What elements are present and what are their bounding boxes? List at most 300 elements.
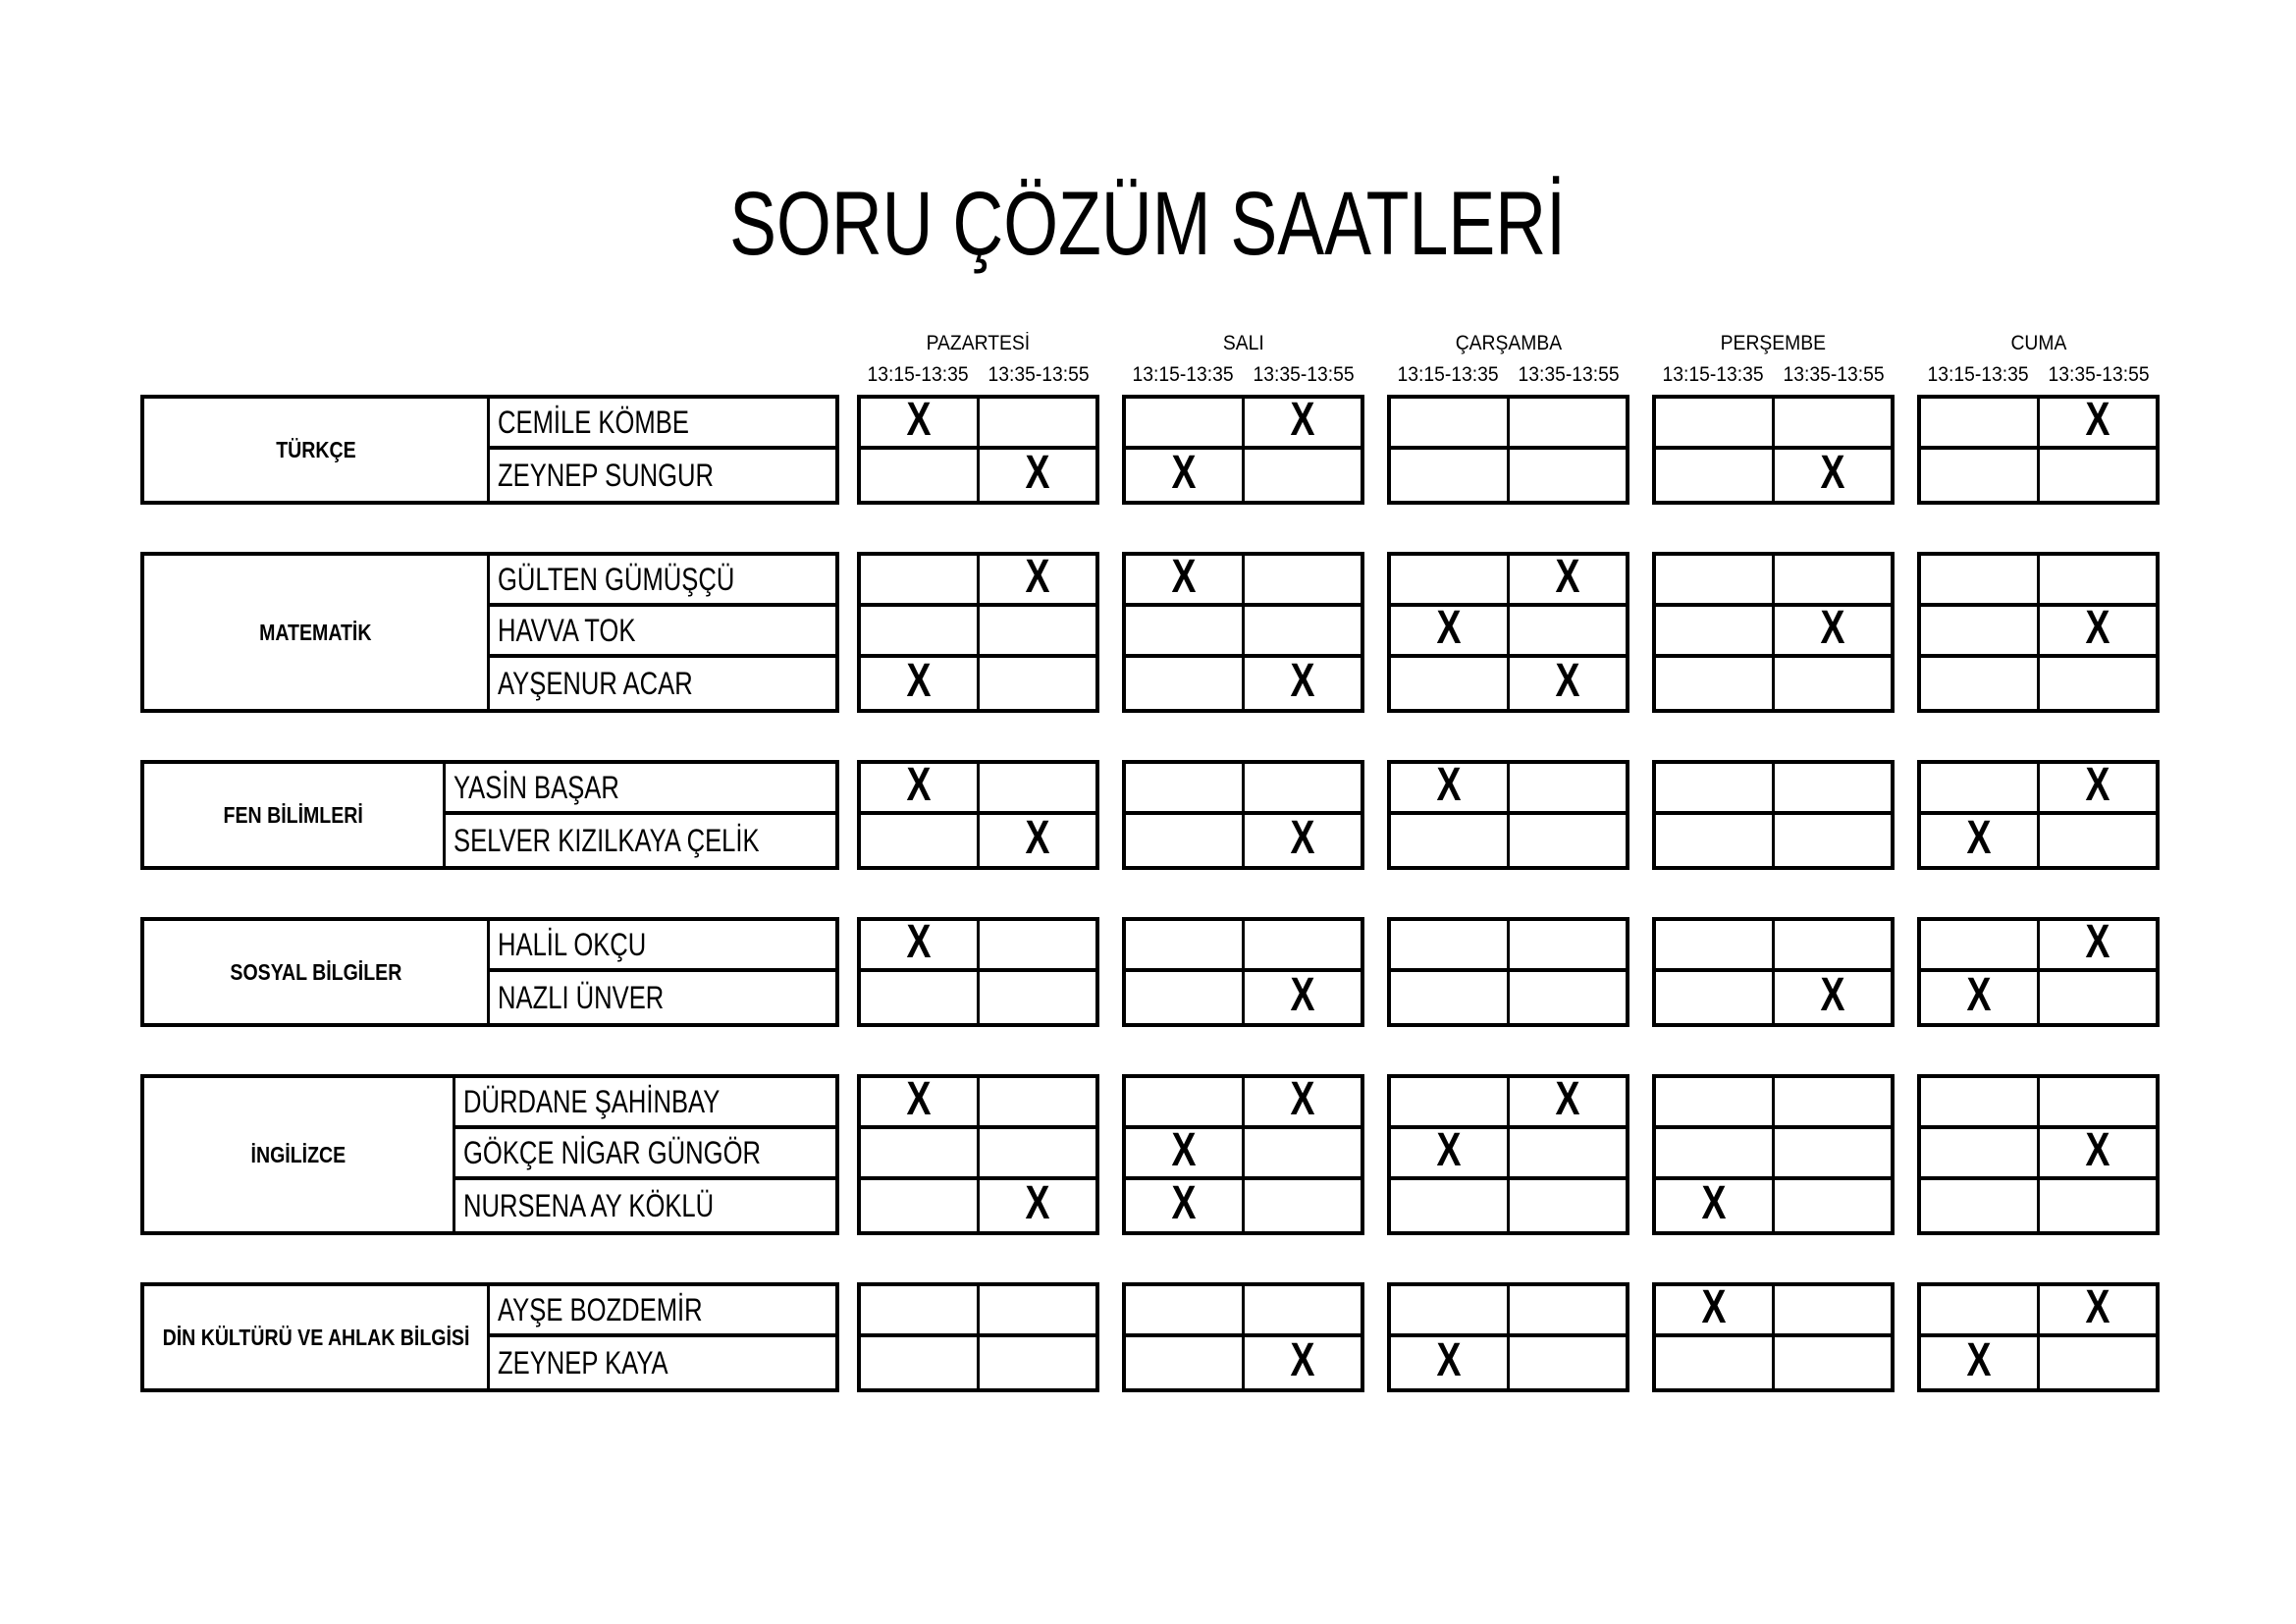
- slot-cell: [1775, 764, 1891, 811]
- day-group: [857, 1074, 1099, 1235]
- slot-cell: [2040, 916, 2156, 968]
- schedule-row: [1126, 969, 1361, 1023]
- schedule-row: [861, 394, 1095, 450]
- schedule-row: [1921, 1078, 2156, 1129]
- slot-cell: [861, 972, 980, 1023]
- subject-block: [140, 917, 2182, 1027]
- schedule-row: [861, 759, 1095, 815]
- schedule-row: [1656, 764, 1891, 815]
- schedule-row: [1921, 556, 2156, 607]
- time-slot-label: [1774, 363, 1896, 387]
- time-slot-label: [1509, 363, 1630, 387]
- subject-block: [140, 552, 2182, 713]
- slot-cell: [1921, 921, 2040, 968]
- x-mark: X: [1290, 655, 1315, 707]
- slot-cell: [861, 815, 980, 866]
- subject-teachers-box: [140, 552, 839, 713]
- slot-cell: [1391, 450, 1510, 501]
- schedule-row: [861, 1129, 1095, 1180]
- time-slot-label-text: 13:15-13:35: [867, 363, 969, 386]
- slot-cell: [1921, 450, 2040, 501]
- teachers-column: [455, 1078, 835, 1231]
- timetable: [140, 332, 2182, 1439]
- x-mark: X: [1025, 447, 1050, 499]
- slot-cell: [1126, 815, 1245, 866]
- day-group: [1387, 760, 1629, 870]
- slot-cell: [1510, 399, 1626, 446]
- slot-cell: [2040, 815, 2156, 866]
- schedule-row: [1126, 1177, 1361, 1231]
- slot-cell: [980, 447, 1095, 501]
- x-mark: X: [2085, 759, 2110, 811]
- day-header: [857, 332, 1099, 395]
- time-slot-label-text: 13:35-13:55: [1518, 363, 1620, 386]
- subject-label: DİN KÜLTÜRÜ VE AHLAK BİLGİSİ: [162, 1324, 469, 1350]
- slot-cell: [2040, 394, 2156, 446]
- schedule-row: [1656, 1177, 1891, 1231]
- schedule-row: [861, 1073, 1095, 1129]
- x-mark: X: [906, 759, 932, 811]
- slot-cell: [1391, 759, 1510, 811]
- slot-cell: [1126, 658, 1245, 709]
- teacher-row: [490, 556, 835, 607]
- day-header: [1387, 332, 1629, 395]
- day-label: [1387, 332, 1629, 355]
- slot-cell: [1245, 764, 1361, 811]
- slot-cell: [1391, 1180, 1510, 1231]
- day-group: [1387, 1282, 1629, 1392]
- slot-cell: [1510, 450, 1626, 501]
- slot-cell: [1656, 921, 1775, 968]
- slot-cell: [1656, 1337, 1775, 1388]
- slot-cell: [1656, 607, 1775, 654]
- slot-cell: [2040, 759, 2156, 811]
- slot-cell: [1921, 969, 2040, 1023]
- slot-cell: [980, 1337, 1095, 1388]
- slot-cell: [2040, 1281, 2156, 1333]
- x-mark: X: [1171, 1124, 1197, 1176]
- x-mark: X: [1171, 1177, 1197, 1229]
- schedule-row: [1656, 658, 1891, 709]
- slot-cell: [1245, 969, 1361, 1023]
- x-mark: X: [1966, 1334, 1992, 1386]
- slot-cell: [1775, 921, 1891, 968]
- schedule-row: [1391, 551, 1626, 607]
- slot-cell: [1921, 1286, 2040, 1333]
- x-mark: X: [2085, 1124, 2110, 1176]
- schedule-row: [861, 447, 1095, 501]
- teacher-name: AYŞE BOZDEMİR: [498, 1291, 703, 1327]
- slot-cell: [1510, 972, 1626, 1023]
- time-slot-label: [1387, 363, 1509, 387]
- slot-cell: [1656, 556, 1775, 603]
- schedule-row: [1656, 969, 1891, 1023]
- slot-cell: [2040, 972, 2156, 1023]
- subject-teachers-box: [140, 1074, 839, 1235]
- schedule-row: [1391, 972, 1626, 1023]
- time-slot-row: [857, 363, 1099, 387]
- slot-cell: [1126, 607, 1245, 654]
- day-group: [1917, 552, 2160, 713]
- day-group: [1917, 917, 2160, 1027]
- day-label: [1122, 332, 1364, 355]
- schedule-row: [1921, 969, 2156, 1023]
- x-mark: X: [2085, 1281, 2110, 1333]
- day-group: [857, 760, 1099, 870]
- day-group: [1652, 917, 1895, 1027]
- schedule-row: [861, 1286, 1095, 1337]
- slot-cell: [2040, 658, 2156, 709]
- slot-cell: [1510, 764, 1626, 811]
- schedule-row: [1921, 1180, 2156, 1231]
- schedule-row: [1921, 602, 2156, 658]
- slot-cell: [2040, 602, 2156, 654]
- time-slot-label-text: 13:35-13:55: [1253, 363, 1355, 386]
- slot-cell: [1656, 972, 1775, 1023]
- time-slot-label: [1244, 363, 1365, 387]
- slot-cell: [1510, 655, 1626, 709]
- slot-cell: [1245, 394, 1361, 446]
- day-header: [1122, 332, 1364, 395]
- day-group: [1917, 1074, 2160, 1235]
- subject-label: SOSYAL BİLGİLER: [230, 958, 401, 985]
- time-slot-label: [1652, 363, 1774, 387]
- schedule-row: [1391, 815, 1626, 866]
- teacher-row: [446, 815, 836, 866]
- day-group: [1652, 760, 1895, 870]
- slot-cell: [1510, 921, 1626, 968]
- schedule-row: [861, 551, 1095, 607]
- schedule-row: [1656, 1129, 1891, 1180]
- schedule-row: [1126, 394, 1361, 450]
- subject-label: TÜRKÇE: [275, 436, 356, 462]
- day-group: [1917, 760, 2160, 870]
- subject-cell: [144, 764, 446, 866]
- slot-cell: [1921, 1334, 2040, 1388]
- slot-cell: [861, 607, 980, 654]
- teachers-column: [490, 921, 835, 1023]
- day-group: [1652, 1282, 1895, 1392]
- slot-cell: [1775, 1337, 1891, 1388]
- page-title: SORU ÇÖZÜM SAATLERİ: [729, 174, 1567, 274]
- day-group: [1652, 395, 1895, 505]
- schedule-row: [1656, 815, 1891, 866]
- subject-blocks: [140, 395, 2182, 1392]
- teacher-row: [490, 607, 835, 658]
- x-mark: X: [1966, 812, 1992, 864]
- teacher-row: [490, 1286, 835, 1337]
- subject-label: İNGİLİZCE: [250, 1141, 347, 1167]
- slot-cell: [2040, 556, 2156, 603]
- x-mark: X: [1820, 602, 1845, 654]
- teacher-name: ZEYNEP SUNGUR: [498, 457, 715, 493]
- x-mark: X: [1555, 1073, 1580, 1125]
- slot-cell: [1245, 1334, 1361, 1388]
- slot-cell: [1775, 556, 1891, 603]
- teacher-name: NURSENA AY KÖKLÜ: [463, 1187, 715, 1223]
- day-group: [857, 1282, 1099, 1392]
- slot-cell: [1921, 1078, 2040, 1125]
- x-mark: X: [906, 394, 932, 446]
- slot-cell: [1245, 556, 1361, 603]
- slot-cell: [1245, 655, 1361, 709]
- schedule-row: [1126, 1073, 1361, 1129]
- subject-cell: [144, 399, 490, 501]
- day-group: [1122, 917, 1364, 1027]
- slot-cell: [980, 812, 1095, 866]
- subject-label: FEN BİLİMLERİ: [223, 801, 363, 828]
- slot-cell: [1775, 1129, 1891, 1176]
- schedule-row: [1656, 1281, 1891, 1337]
- teachers-column: [446, 764, 836, 866]
- schedule-row: [1391, 450, 1626, 501]
- teacher-row: [490, 1337, 835, 1388]
- slot-cell: [1510, 1337, 1626, 1388]
- slot-cell: [2040, 1180, 2156, 1231]
- day-label: [1652, 332, 1895, 355]
- schedule-row: [1391, 602, 1626, 658]
- slot-cell: [1775, 602, 1891, 654]
- slot-cell: [980, 764, 1095, 811]
- schedule-row: [861, 1337, 1095, 1388]
- day-group: [1122, 760, 1364, 870]
- teacher-row: [490, 399, 835, 450]
- slot-cell: [1510, 1180, 1626, 1231]
- x-mark: X: [1290, 394, 1315, 446]
- day-group: [1652, 552, 1895, 713]
- slot-cell: [861, 1073, 980, 1125]
- day-header: [1652, 332, 1895, 395]
- x-mark: X: [1436, 759, 1462, 811]
- x-mark: X: [1436, 602, 1462, 654]
- teacher-name: ZEYNEP KAYA: [498, 1344, 668, 1380]
- schedule-row: [1126, 607, 1361, 658]
- slot-cell: [1775, 815, 1891, 866]
- schedule-row: [1391, 1286, 1626, 1337]
- schedule-row: [1656, 556, 1891, 607]
- slot-cell: [1656, 815, 1775, 866]
- slot-cell: [1510, 607, 1626, 654]
- slot-cell: [861, 1180, 980, 1231]
- subject-cell: [144, 556, 490, 709]
- time-slot-label-text: 13:15-13:35: [1662, 363, 1764, 386]
- slot-cell: [1391, 602, 1510, 654]
- schedule-row: [1391, 399, 1626, 450]
- day-group: [857, 552, 1099, 713]
- day-label-text: PAZARTESİ: [926, 332, 1031, 354]
- schedule-row: [1126, 655, 1361, 709]
- schedule-row: [1656, 447, 1891, 501]
- day-label-text: CUMA: [2010, 332, 2066, 354]
- x-mark: X: [1171, 551, 1197, 603]
- slot-cell: [980, 1129, 1095, 1176]
- schedule-row: [1126, 1124, 1361, 1180]
- schedule-row: [1921, 759, 2156, 815]
- time-slot-label: [1122, 363, 1244, 387]
- slot-cell: [1391, 658, 1510, 709]
- x-mark: X: [2085, 602, 2110, 654]
- time-slot-label-text: 13:15-13:35: [1397, 363, 1499, 386]
- slot-cell: [2040, 1078, 2156, 1125]
- subject-teachers-box: [140, 1282, 839, 1392]
- slot-cell: [1391, 815, 1510, 866]
- day-group: [1387, 1074, 1629, 1235]
- day-label: [857, 332, 1099, 355]
- slot-cell: [861, 1286, 980, 1333]
- schedule-row: [1656, 399, 1891, 450]
- subject-cell: [144, 921, 490, 1023]
- slot-cell: [1245, 450, 1361, 501]
- slot-cell: [861, 655, 980, 709]
- schedule-row: [1656, 602, 1891, 658]
- slot-cell: [1126, 447, 1245, 501]
- teacher-name: HALİL OKÇU: [498, 926, 647, 962]
- slot-cell: [861, 450, 980, 501]
- day-label: [1917, 332, 2160, 355]
- slot-cell: [2040, 450, 2156, 501]
- slot-cell: [1510, 815, 1626, 866]
- slot-cell: [1775, 1078, 1891, 1125]
- slot-cell: [1391, 972, 1510, 1023]
- teacher-name: CEMİLE KÖMBE: [498, 404, 689, 440]
- day-group: [1917, 395, 2160, 505]
- slot-cell: [1245, 607, 1361, 654]
- teacher-name: DÜRDANE ŞAHİNBAY: [463, 1083, 721, 1119]
- schedule-row: [1126, 812, 1361, 866]
- teacher-name: GÖKÇE NİGAR GÜNGÖR: [463, 1134, 762, 1170]
- slot-cell: [1510, 551, 1626, 603]
- x-mark: X: [1820, 969, 1845, 1021]
- schedule-row: [861, 1177, 1095, 1231]
- x-mark: X: [1290, 1073, 1315, 1125]
- day-group: [1122, 395, 1364, 505]
- schedule-row: [1391, 759, 1626, 815]
- slot-cell: [1126, 972, 1245, 1023]
- slot-cell: [1126, 1337, 1245, 1388]
- subject-block: [140, 1282, 2182, 1392]
- teacher-name: YASİN BAŞAR: [453, 769, 619, 805]
- day-label-text: SALI: [1222, 332, 1264, 354]
- slot-cell: [1391, 1078, 1510, 1125]
- teacher-name: HAVVA TOK: [498, 612, 636, 648]
- time-slot-label-text: 13:35-13:55: [1783, 363, 1885, 386]
- slot-cell: [1775, 1286, 1891, 1333]
- time-slot-label-text: 13:15-13:35: [1927, 363, 2029, 386]
- slot-cell: [980, 399, 1095, 446]
- teacher-row: [490, 921, 835, 972]
- slot-cell: [861, 394, 980, 446]
- time-slot-row: [1387, 363, 1629, 387]
- slot-cell: [980, 921, 1095, 968]
- day-group: [1387, 552, 1629, 713]
- x-mark: X: [1820, 447, 1845, 499]
- day-group: [857, 395, 1099, 505]
- slot-cell: [1510, 1073, 1626, 1125]
- x-mark: X: [1966, 969, 1992, 1021]
- schedule-row: [1126, 447, 1361, 501]
- x-mark: X: [1290, 969, 1315, 1021]
- slot-cell: [980, 551, 1095, 603]
- slot-cell: [1126, 764, 1245, 811]
- slot-cell: [1921, 1180, 2040, 1231]
- slot-cell: [1245, 1286, 1361, 1333]
- slot-cell: [1775, 447, 1891, 501]
- slot-cell: [1245, 1180, 1361, 1231]
- time-slot-label: [1917, 363, 2039, 387]
- slot-cell: [1775, 658, 1891, 709]
- day-group: [1652, 1074, 1895, 1235]
- schedule-row: [1921, 394, 2156, 450]
- teachers-column: [490, 399, 835, 501]
- subject-teachers-box: [140, 395, 839, 505]
- schedule-row: [1921, 658, 2156, 709]
- slot-cell: [1126, 1078, 1245, 1125]
- schedule-row: [1656, 1078, 1891, 1129]
- schedule-row: [1126, 1286, 1361, 1337]
- slot-cell: [1391, 556, 1510, 603]
- schedule-row: [861, 655, 1095, 709]
- slot-cell: [1656, 1129, 1775, 1176]
- subject-label: MATEMATİK: [259, 619, 372, 645]
- schedule-row: [1126, 551, 1361, 607]
- time-slot-row: [1652, 363, 1895, 387]
- schedule-row: [1921, 1281, 2156, 1337]
- x-mark: X: [1025, 1177, 1050, 1229]
- schedule-row: [1391, 1334, 1626, 1388]
- slot-cell: [1775, 399, 1891, 446]
- slot-cell: [2040, 1124, 2156, 1176]
- day-label-text: PERŞEMBE: [1720, 332, 1827, 354]
- schedule-row: [1656, 921, 1891, 972]
- schedule-row: [1126, 1334, 1361, 1388]
- slot-cell: [1656, 1281, 1775, 1333]
- teacher-row: [490, 972, 835, 1023]
- slot-cell: [1126, 1124, 1245, 1176]
- teacher-row: [455, 1180, 835, 1231]
- slot-cell: [861, 759, 980, 811]
- slot-cell: [861, 1337, 980, 1388]
- slot-cell: [1656, 399, 1775, 446]
- x-mark: X: [2085, 916, 2110, 968]
- schedule-row: [1391, 655, 1626, 709]
- schedule-row: [861, 972, 1095, 1023]
- teacher-name: GÜLTEN GÜMÜŞÇÜ: [498, 561, 735, 597]
- slot-cell: [980, 972, 1095, 1023]
- slot-cell: [1656, 450, 1775, 501]
- schedule-row: [1391, 1180, 1626, 1231]
- schedule-row: [861, 812, 1095, 866]
- day-header: [1917, 332, 2160, 395]
- x-mark: X: [1290, 1334, 1315, 1386]
- slot-cell: [1391, 399, 1510, 446]
- x-mark: X: [1555, 655, 1580, 707]
- slot-cell: [1775, 1180, 1891, 1231]
- slot-cell: [1245, 812, 1361, 866]
- day-group: [1917, 1282, 2160, 1392]
- time-slot-row: [1917, 363, 2160, 387]
- x-mark: X: [1290, 812, 1315, 864]
- time-slot-row: [1122, 363, 1364, 387]
- x-mark: X: [1701, 1281, 1727, 1333]
- x-mark: X: [1701, 1177, 1727, 1229]
- slot-cell: [1921, 1129, 2040, 1176]
- x-mark: X: [1436, 1124, 1462, 1176]
- teacher-name: SELVER KIZILKAYA ÇELİK: [453, 822, 760, 858]
- x-mark: X: [2085, 394, 2110, 446]
- teacher-name: NAZLI ÜNVER: [498, 979, 665, 1015]
- slot-cell: [1921, 658, 2040, 709]
- x-mark: X: [906, 1073, 932, 1125]
